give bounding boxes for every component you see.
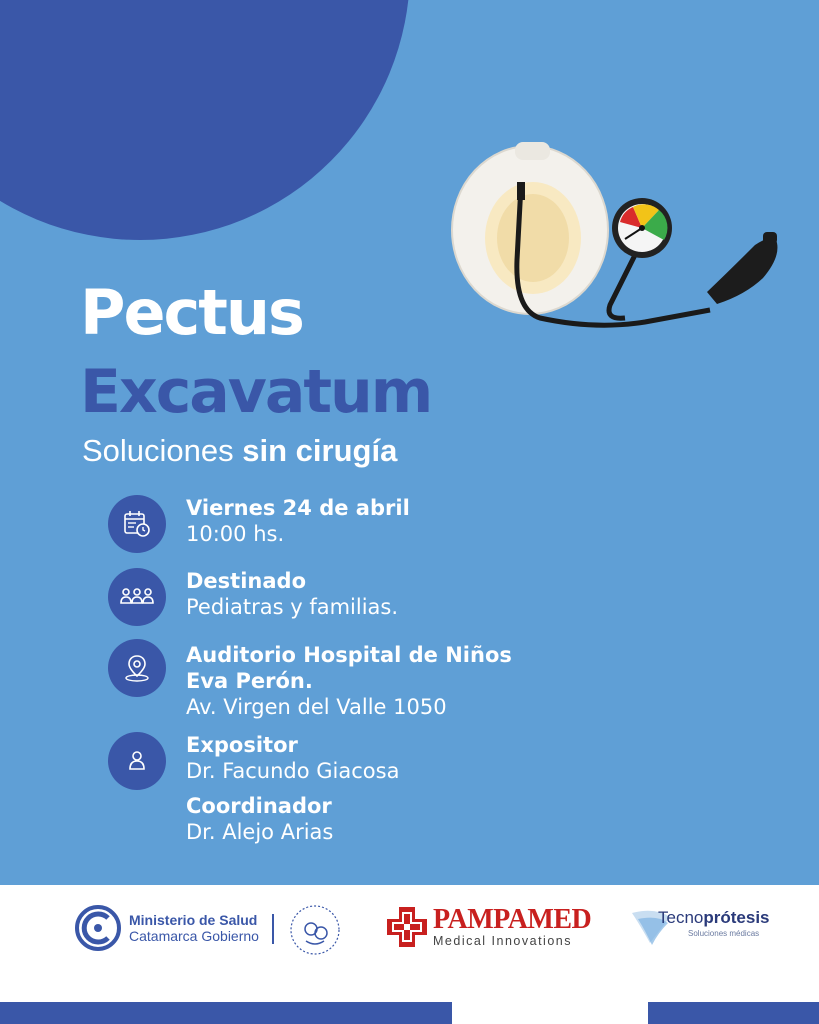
location-row: [108, 642, 512, 720]
decorative-circle: [0, 0, 410, 240]
people-icon: [108, 568, 166, 626]
footer-divider: [272, 914, 274, 944]
subtitle: [82, 435, 397, 466]
bottom-bar-right: [648, 1002, 819, 1024]
date-heading: Viernes 24 de abril: [186, 496, 410, 520]
location-address: Av. Virgen del Valle 1050: [186, 695, 447, 719]
tecnoprotesis-name: [658, 908, 770, 928]
subtitle-regular: Soluciones: [82, 433, 243, 468]
audience-heading: Destinado: [186, 569, 306, 593]
location-heading-1: Auditorio Hospital de Niños: [186, 643, 512, 667]
time-text: 10:00 hs.: [186, 522, 285, 546]
ministerio-line-1: Ministerio de Salud: [129, 912, 258, 928]
coordinator-name: Dr. Alejo Arias: [186, 820, 334, 844]
hospital-seal-logo: [288, 903, 342, 957]
subtitle-bold: sin cirugía: [242, 433, 398, 468]
date-text: [186, 495, 410, 547]
audience-row: [108, 568, 398, 626]
ministerio-text: [129, 912, 259, 944]
catamarca-emblem-icon: [75, 905, 121, 951]
tecno-regular: Tecno: [658, 908, 704, 927]
coordinator-heading: Coordinador: [186, 794, 332, 818]
pampamed-cross-icon: [385, 905, 429, 949]
pampamed-tagline: Medical Innovations: [433, 934, 572, 949]
bottom-bar-left: [0, 1002, 452, 1024]
ministerio-line-2: Catamarca Gobierno: [129, 928, 259, 944]
speaker-text: [186, 732, 399, 845]
calendar-icon: [108, 495, 166, 553]
speaker-name: Dr. Facundo Giacosa: [186, 759, 400, 783]
date-row: [108, 495, 410, 553]
pampamed-text: [433, 906, 591, 948]
tecno-bold: prótesis: [703, 908, 770, 927]
audience-value: Pediatras y familias.: [186, 595, 399, 619]
location-text: [186, 642, 512, 720]
vacuum-bell-device-image: [445, 140, 785, 340]
ministerio-logo: [75, 905, 259, 951]
location-heading-2: Eva Perón.: [186, 669, 313, 693]
title-line-1: Pectus: [80, 276, 303, 349]
person-icon: [108, 732, 166, 790]
tecnoprotesis-tagline: Soluciones médicas: [688, 929, 760, 938]
speaker-row: [108, 732, 399, 845]
pampamed-logo: [385, 905, 591, 949]
title-line-2: Excavatum: [80, 357, 432, 427]
audience-text: [186, 568, 398, 620]
map-pin-icon: [108, 639, 166, 697]
tecnoprotesis-logo: [630, 905, 780, 955]
pampamed-name: PAMPAMED: [433, 904, 592, 936]
speaker-heading: Expositor: [186, 733, 298, 757]
